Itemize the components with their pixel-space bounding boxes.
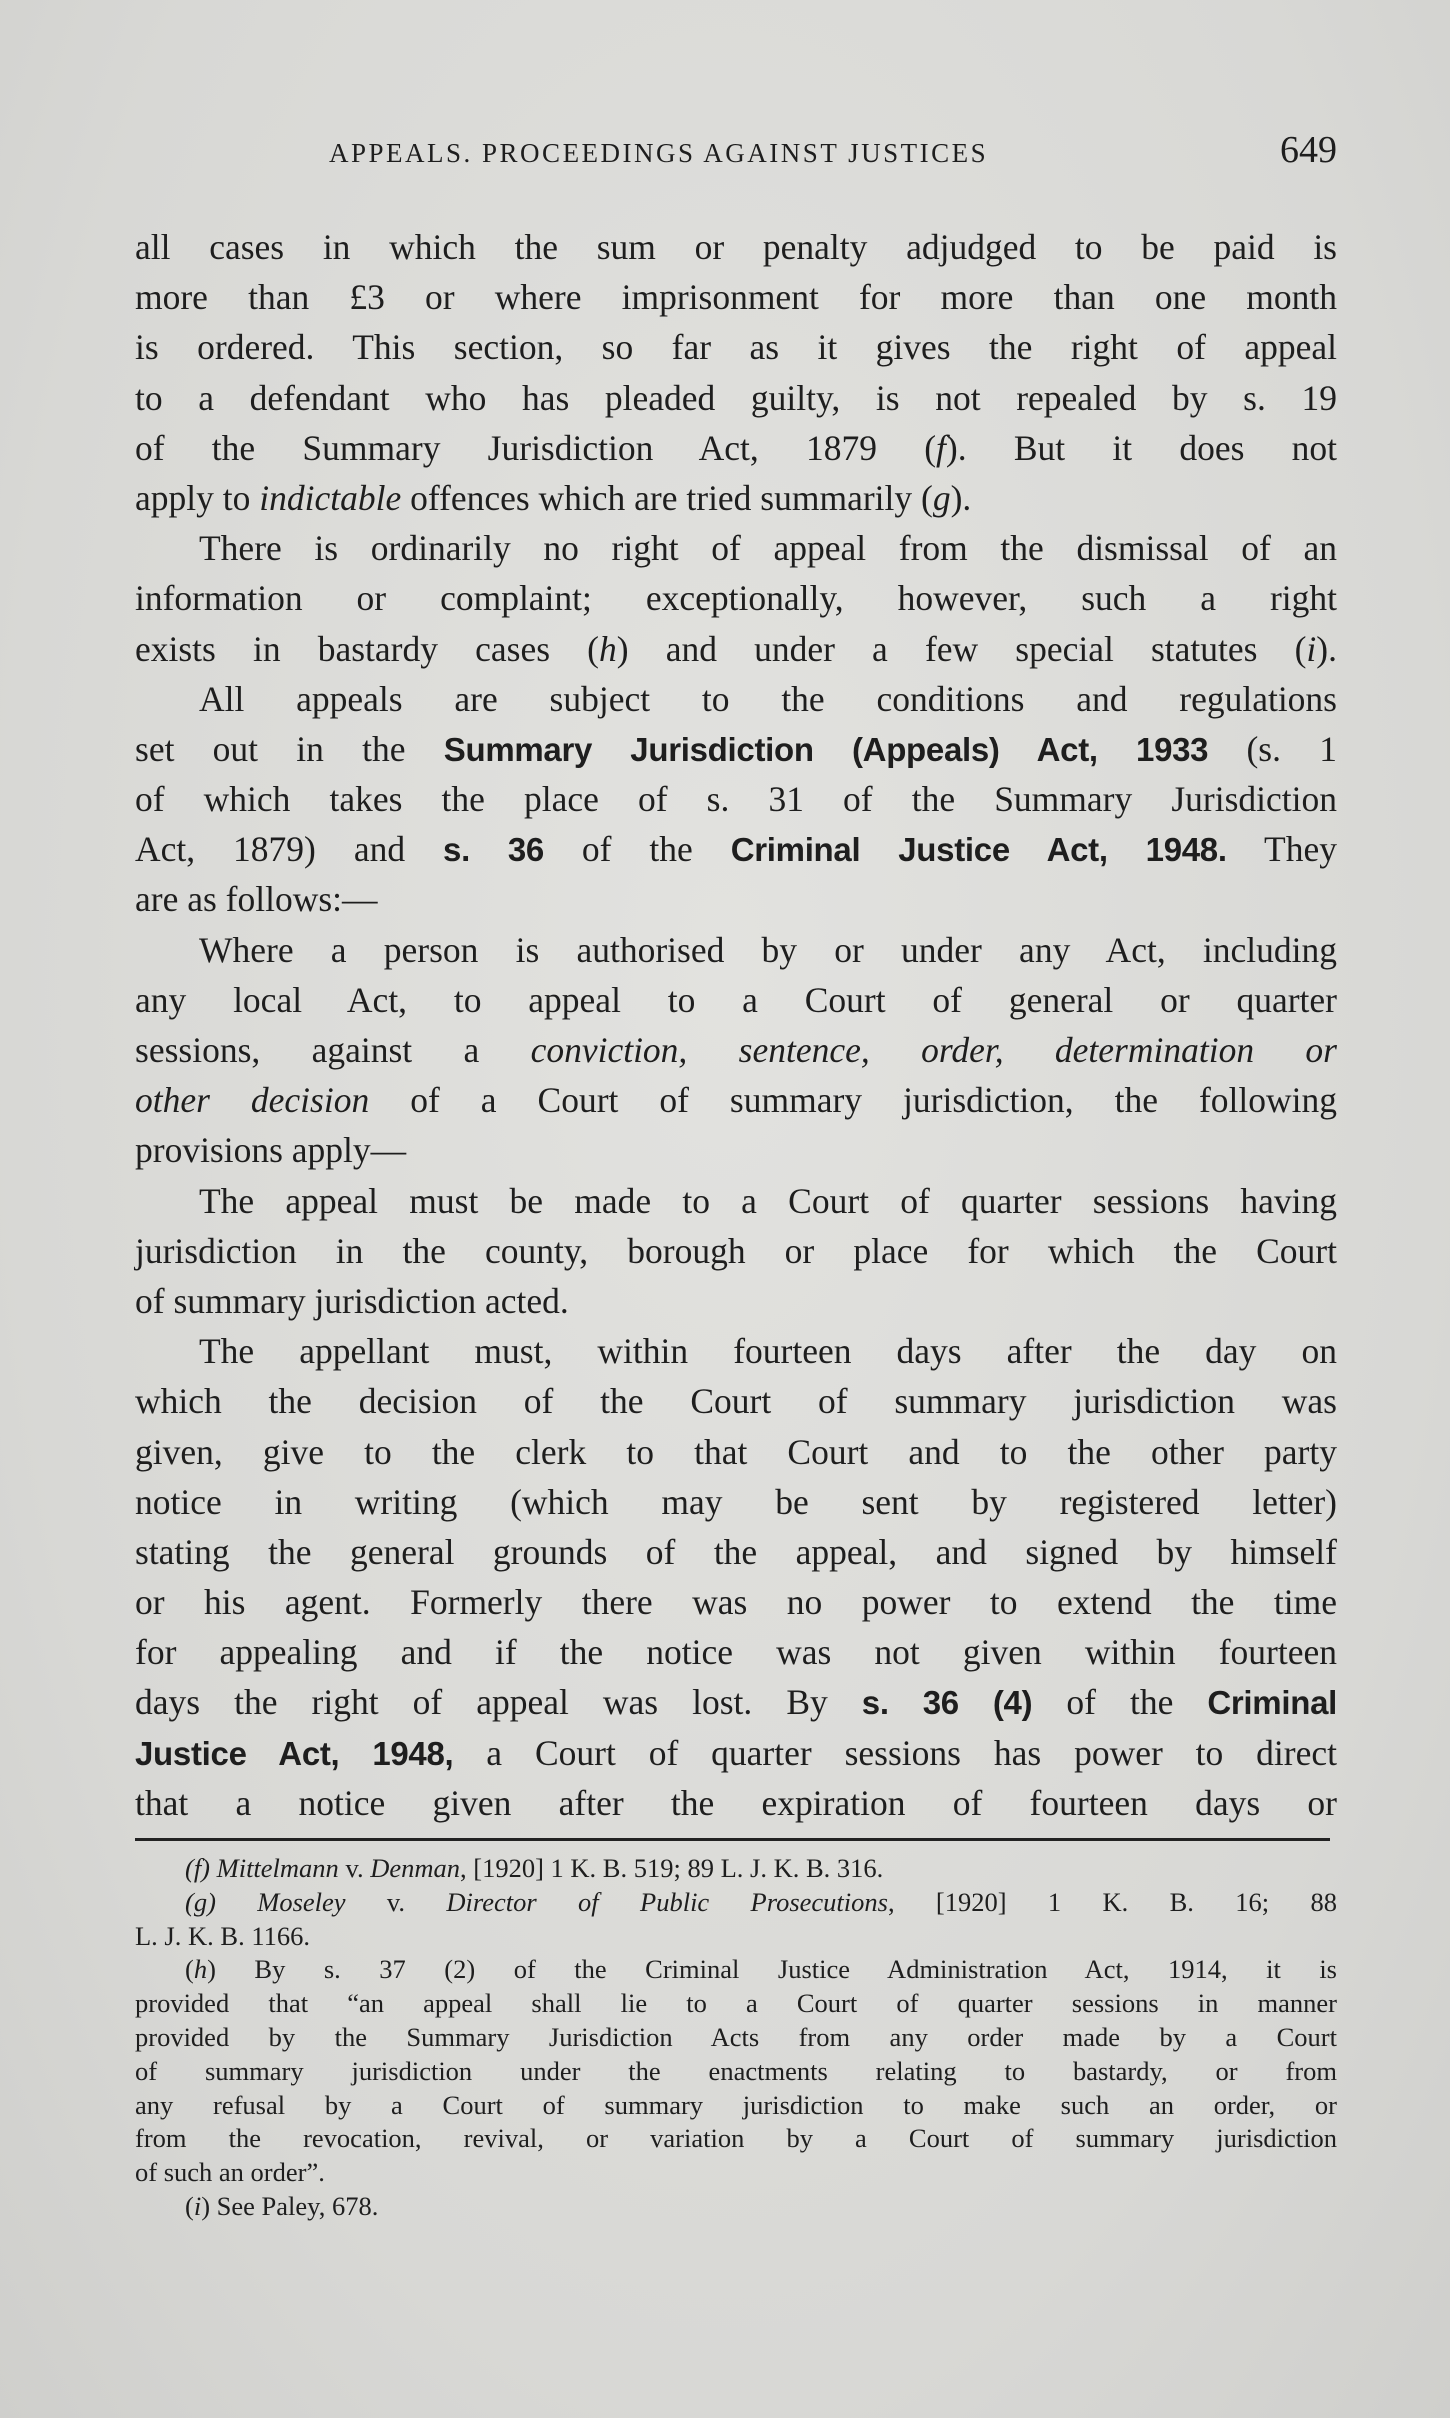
italic-text: Denman	[370, 1853, 461, 1883]
body-line	[135, 573, 1337, 623]
text-run: v.	[345, 1886, 447, 1917]
text-run: ).	[950, 477, 972, 518]
text-run: days the right of appeal was lost. By	[135, 1682, 862, 1723]
text-run: There is ordinarily no right of appeal from the dismissal of an	[199, 528, 1337, 569]
text-run: The appeal must be made to a Court of quarter sessions having	[199, 1180, 1337, 1221]
footnote-line	[135, 2156, 1337, 2190]
text-run: for appealing and if the notice was not given within fourteen	[135, 1632, 1337, 1673]
body-line	[135, 1276, 1337, 1326]
text-run: All appeals are subject to the conditions and regulations	[199, 678, 1337, 719]
body-line	[135, 473, 1337, 523]
text-run: , [1920] 1 K. B. 16; 88	[887, 1886, 1338, 1917]
footnote-line	[135, 2122, 1337, 2156]
footnote-line	[135, 2190, 1337, 2224]
body-line	[135, 222, 1337, 272]
body-line	[135, 322, 1337, 372]
body-line	[135, 1527, 1337, 1577]
text-run: of the	[1032, 1682, 1208, 1723]
text-run: ).	[1316, 628, 1337, 669]
bold-citation: s. 36 (4)	[861, 1684, 1033, 1722]
text-run: of which takes the place of s. 31 of the Summary Jurisdiction	[135, 779, 1337, 820]
text-run: more than £3 or where imprisonment for more than one month	[135, 277, 1337, 318]
body-line	[135, 423, 1337, 473]
bold-citation: Summary Jurisdiction (Appeals) Act, 1933	[443, 730, 1209, 768]
text-run: from the revocation, revival, or variation by a Court of summary jurisdiction	[135, 2123, 1337, 2154]
text-run: of summary jurisdiction under the enactments relating to bastardy, or from	[135, 2055, 1337, 2086]
text-run: is ordered. This section, so far as it gives the right of appeal	[135, 327, 1337, 368]
text-run: The appellant must, within fourteen days after the day on	[199, 1331, 1337, 1372]
body-line	[135, 1176, 1337, 1226]
text-run: (s. 1	[1208, 728, 1337, 769]
footnote-line	[135, 1987, 1337, 2021]
italic-text: conviction, sentence, order, determination or	[530, 1030, 1337, 1070]
bold-citation: Criminal	[1207, 1684, 1337, 1722]
footnote-line	[135, 2089, 1337, 2123]
text-run: of summary jurisdiction acted.	[135, 1280, 569, 1321]
body-line	[135, 724, 1337, 774]
body-line	[135, 1226, 1337, 1276]
footnote-line	[135, 1886, 1337, 1920]
bold-citation: Justice Act, 1948,	[135, 1734, 454, 1772]
body-line	[135, 1728, 1337, 1778]
body-line	[135, 1427, 1337, 1477]
text-run: are as follows:—	[135, 879, 378, 920]
bold-citation: Criminal Justice Act, 1948.	[730, 831, 1227, 869]
text-run: Act, 1879) and	[135, 829, 444, 870]
text-run: that a notice given after the expiration of fourteen days or	[135, 1782, 1337, 1823]
bold-citation: s. 36	[443, 831, 544, 869]
text-run: ). But it does not	[945, 427, 1337, 468]
text-run: (	[185, 2190, 194, 2221]
body-line	[135, 1376, 1337, 1426]
text-run: given, give to the clerk to that Court and to the other party	[135, 1431, 1337, 1472]
body-line	[135, 925, 1337, 975]
text-run: (	[185, 1954, 194, 1985]
body-line	[135, 874, 1337, 924]
italic-text: indictable	[259, 477, 402, 518]
body-line	[135, 373, 1337, 423]
body-line	[135, 1075, 1337, 1125]
text-run: offences which are tried summarily (	[401, 477, 933, 518]
body-line	[135, 1125, 1337, 1175]
text-run: or his agent. Formerly there was no power to extend the time	[135, 1582, 1337, 1623]
text-run: , [1920] 1 K. B. 519; 89 L. J. K. B. 316.	[460, 1853, 884, 1883]
body-line	[135, 624, 1337, 674]
text-run: set out in the	[135, 728, 444, 769]
footnotes	[135, 1852, 1337, 2224]
text-run: They	[1226, 829, 1337, 870]
text-run: L. J. K. B. 1166.	[135, 1920, 310, 1951]
footnote-line	[135, 1852, 1337, 1886]
text-run: ) By s. 37 (2) of the Criminal Justice Administration Act, 1914, it is	[207, 1954, 1337, 1985]
italic-text: Director of Public Prosecutions	[446, 1886, 888, 1917]
body-line	[135, 1627, 1337, 1677]
text-run: of the	[543, 829, 731, 870]
text-run: ) and under a few special statutes (	[616, 628, 1307, 669]
text-run: exists in bastardy cases (	[135, 628, 599, 669]
text-run: provided that “an appeal shall lie to a Court of quarter sessions in manner	[135, 1988, 1337, 2019]
italic-text: f	[936, 427, 946, 468]
italic-text: other decision	[135, 1080, 370, 1121]
body-line	[135, 975, 1337, 1025]
text-run: notice in writing (which may be sent by registered letter)	[135, 1481, 1337, 1522]
body-line	[135, 1577, 1337, 1627]
text-run: any local Act, to appeal to a Court of general or quarter	[135, 979, 1337, 1020]
footnote-line	[135, 2021, 1337, 2055]
body-line	[135, 1778, 1337, 1828]
body-line	[135, 523, 1337, 573]
text-run: to a defendant who has pleaded guilty, is not repealed by s. 19	[135, 377, 1337, 418]
body-line	[135, 1326, 1337, 1376]
page-number: 649	[1280, 129, 1337, 171]
body-line	[135, 1677, 1337, 1727]
text-run: ) See Paley, 678.	[201, 2190, 379, 2221]
footnote-divider	[135, 1838, 1330, 1841]
running-title: APPEALS. PROCEEDINGS AGAINST JUSTICES	[329, 138, 989, 168]
body-text	[135, 222, 1337, 1828]
italic-text: h	[599, 628, 617, 669]
text-run: stating the general grounds of the appeal, and signed by himself	[135, 1531, 1337, 1572]
italic-text: i	[1306, 628, 1317, 669]
body-line	[135, 1025, 1337, 1075]
text-run: information or complaint; exceptionally, however, such a right	[135, 578, 1337, 619]
italic-text: g	[932, 477, 951, 518]
footnote-line	[135, 1920, 1337, 1954]
text-run: provisions apply—	[135, 1130, 407, 1171]
text-run: sessions, against a	[135, 1030, 531, 1070]
text-run: provided by the Summary Jurisdiction Acts from any order made by a Court	[135, 2021, 1337, 2052]
text-run: of a Court of summary jurisdiction, the following	[369, 1080, 1337, 1121]
italic-text: h	[193, 1954, 208, 1985]
body-line	[135, 272, 1337, 322]
footnote-line	[135, 1953, 1337, 1987]
footnote-line	[135, 2055, 1337, 2089]
text-run: v.	[338, 1853, 371, 1883]
text-run: jurisdiction in the county, borough or place for which the Court	[135, 1230, 1337, 1271]
text-run: a Court of quarter sessions has power to direct	[453, 1732, 1337, 1773]
page-header	[135, 128, 1337, 178]
body-line	[135, 824, 1337, 874]
body-line	[135, 674, 1337, 724]
body-line	[135, 1477, 1337, 1527]
body-line	[135, 774, 1337, 824]
italic-text: (g) Moseley	[185, 1886, 346, 1917]
text-run: Where a person is authorised by or under any Act, including	[199, 929, 1337, 970]
text-run: of the Summary Jurisdiction Act, 1879 (	[135, 427, 937, 468]
italic-text: (f) Mittelmann	[185, 1853, 339, 1883]
text-run: any refusal by a Court of summary jurisdiction to make such an order, or	[135, 2089, 1337, 2120]
text-run: apply to	[135, 477, 260, 518]
italic-text: i	[193, 2190, 202, 2221]
text-run: of such an order”.	[135, 2157, 325, 2188]
text-run: which the decision of the Court of summary jurisdiction was	[135, 1381, 1337, 1422]
text-run: all cases in which the sum or penalty adjudged to be paid is	[135, 227, 1337, 267]
